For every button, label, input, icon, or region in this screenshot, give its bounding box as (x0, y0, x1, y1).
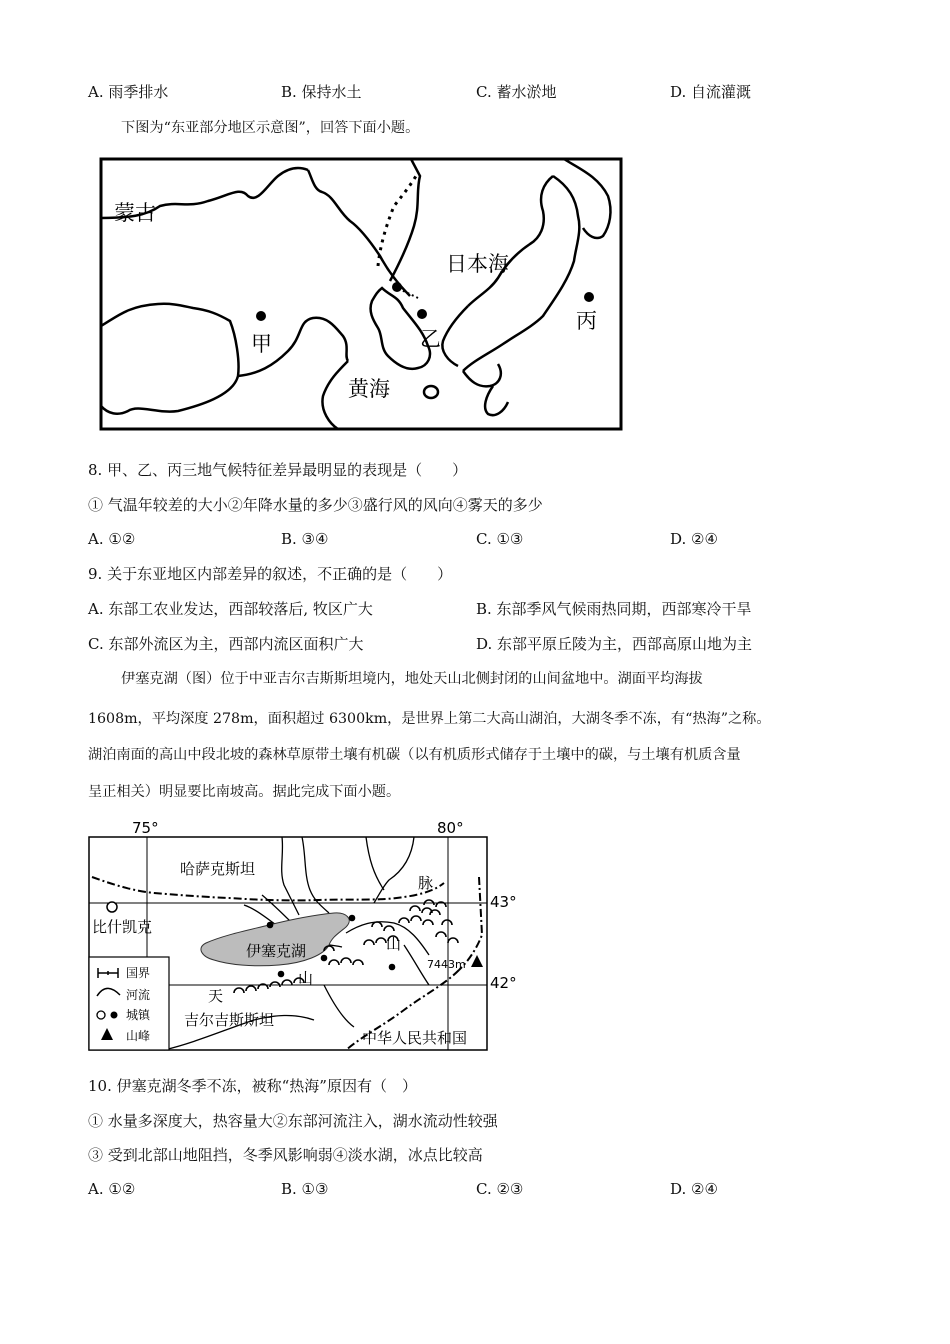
legend-river: 河流 (126, 988, 151, 1002)
map2-label-peak: 7443m (427, 958, 466, 971)
passage-line-1: 伊塞克湖（图）位于中亚吉尔吉斯斯坦境内，地处天山北侧封闭的山间盆地中。湖面平均海拔 (121, 671, 703, 687)
map2-label-issyk-kul: 伊塞克湖 (246, 942, 307, 960)
q10-item-1: ① 水量多深度大，热容量大②东部河流注入，湖水流动性较强 (88, 1112, 498, 1130)
q8-option-a: A. ①② (88, 530, 136, 548)
map1-intro: 下图为“东亚部分地区示意图”，回答下面小题。 (121, 120, 420, 136)
map2-label-shan-2: 山 (386, 935, 402, 953)
map1-label-yellow-sea: 黄海 (348, 377, 390, 401)
q9-option-a: A. 东部工农业发达，西部较落后, 牧区广大 (88, 600, 373, 618)
q10-item-2: ③ 受到北部山地阻挡，冬季风影响弱④淡水湖，冰点比较高 (88, 1146, 483, 1164)
map1-label-jia: 甲 (251, 332, 272, 356)
legend-border: 国界 (126, 966, 151, 980)
q9-stem: 9. 关于东亚地区内部差异的叙述，不正确的是（ ） (88, 565, 453, 583)
map2-label-kyrgyzstan: 吉尔吉斯斯坦 (184, 1011, 275, 1029)
q8-option-d: D. ②④ (670, 530, 718, 548)
map2-legend (89, 957, 169, 1050)
q7-option-c: C. 蓄水淤地 (476, 83, 557, 101)
q8-option-c: C. ①③ (476, 530, 524, 548)
q8-stem: 8. 甲、乙、丙三地气候特征差异最明显的表现是（ ） (88, 461, 468, 479)
issyk-kul-map (84, 815, 517, 1055)
q9-option-c: C. 东部外流区为主，西部内流区面积广大 (88, 635, 364, 653)
map1-label-mongolia: 蒙古 (114, 201, 156, 225)
q9-option-d: D. 东部平原丘陵为主，西部高原山地为主 (476, 635, 753, 653)
q10-option-a: A. ①② (88, 1180, 136, 1198)
legend-peak: 山峰 (126, 1029, 151, 1043)
map2-label-kazakhstan: 哈萨克斯坦 (180, 860, 256, 878)
lon-80-label: 80° (437, 819, 464, 837)
q10-stem: 10. 伊塞克湖冬季不冻，被称“热海”原因有（ ） (88, 1077, 417, 1095)
map1-label-sea-of-japan: 日本海 (446, 252, 509, 276)
passage-line-3: 湖泊南面的高山中段北坡的森林草原带土壤有机碳（以有机质形式储存于土壤中的碳，与土壤有机质含量 (88, 747, 741, 763)
map1-label-yi: 乙 (420, 327, 441, 351)
q10-option-c: C. ②③ (476, 1180, 524, 1198)
lon-75-label: 75° (132, 819, 159, 837)
q10-option-b: B. ①③ (281, 1180, 329, 1198)
map2-label-tian: 天 (208, 987, 224, 1005)
map2-label-mai: 脉 (418, 874, 434, 892)
map2-label-bishkek: 比什凯克 (92, 918, 153, 936)
passage-line-4: 呈正相关）明显要比南坡高。据此完成下面小题。 (88, 784, 401, 800)
lat-42-label: 42° (490, 974, 517, 992)
east-asia-map (98, 156, 626, 434)
lat-43-label: 43° (490, 893, 517, 911)
legend-town: 城镇 (126, 1008, 151, 1022)
q7-option-d: D. 自流灌溉 (670, 83, 752, 101)
q10-option-d: D. ②④ (670, 1180, 718, 1198)
q8-option-b: B. ③④ (281, 530, 329, 548)
q9-option-b: B. 东部季风气候雨热同期，西部寒冷干旱 (476, 600, 752, 618)
q7-option-b: B. 保持水土 (281, 83, 362, 101)
map2-label-shan-1: 山 (298, 969, 314, 987)
q7-option-a: A. 雨季排水 (88, 83, 169, 101)
map1-label-bing: 丙 (576, 309, 597, 333)
passage-line-2: 1608m，平均深度 278m，面积超过 6300km，是世界上第二大高山湖泊，大湖冬季不冻，有“热海”之称。 (88, 711, 771, 727)
q8-items: ① 气温年较差的大小②年降水量的多少③盛行风的风向④雾天的多少 (88, 496, 543, 514)
map2-label-china: 中华人民共和国 (362, 1029, 468, 1047)
